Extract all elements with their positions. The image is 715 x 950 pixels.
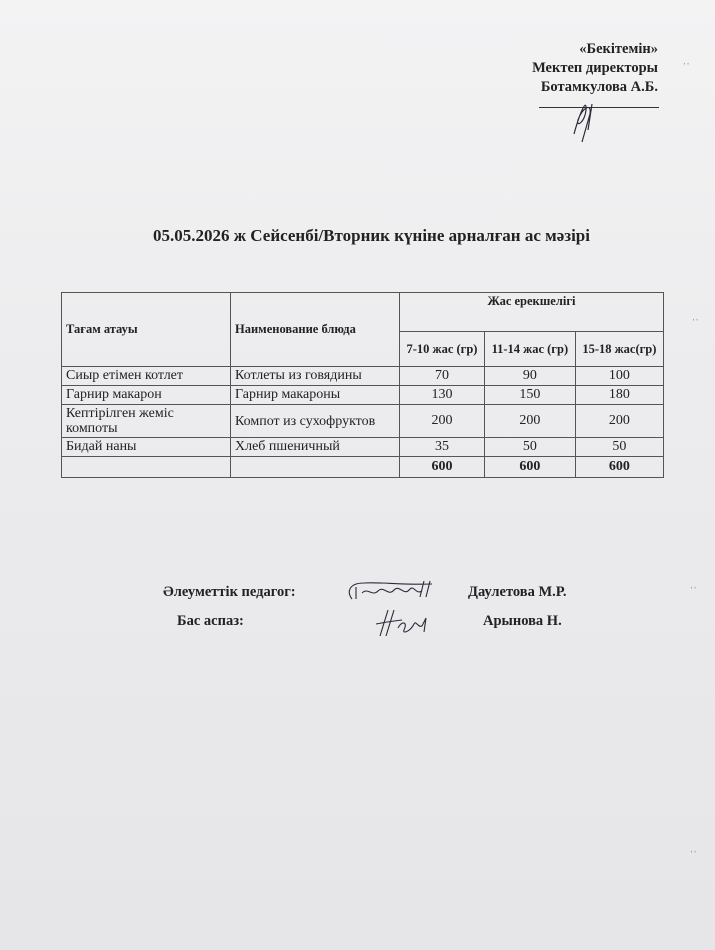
chef-name: Арынова Н.	[483, 613, 562, 629]
total-11-14: 600	[484, 457, 575, 478]
value-11-14: 90	[484, 367, 575, 386]
dish-kz: Кептірілген жеміс компоты	[62, 405, 231, 438]
dish-kz: Гарнир макарон	[62, 386, 231, 405]
header-dish-kz: Тағам атауы	[62, 293, 231, 367]
value-7-10: 35	[400, 438, 485, 457]
value-15-18: 180	[575, 386, 663, 405]
director-signature	[552, 92, 612, 147]
pedagog-signature	[342, 575, 438, 607]
table-total-row	[62, 457, 664, 478]
scan-speck: ˈˈ	[690, 850, 697, 861]
header-age-11-14: 11-14 жас (гр)	[484, 332, 575, 367]
total-empty-cell	[231, 457, 400, 478]
dish-ru: Гарнир макароны	[231, 386, 400, 405]
total-15-18: 600	[575, 457, 663, 478]
pedagog-role: Әлеуметтік педагог:	[163, 584, 296, 600]
table-header-row	[62, 293, 664, 332]
chef-role: Бас аспаз:	[177, 613, 244, 629]
header-dish-ru: Наименование блюда	[231, 293, 400, 367]
menu-table	[61, 292, 664, 478]
approval-name: Ботамкулова А.Б.	[540, 79, 658, 95]
pedagog-name: Даулетова М.Р.	[468, 584, 567, 600]
value-7-10: 70	[400, 367, 485, 386]
approval-position: Мектеп директоры	[532, 60, 658, 76]
value-15-18: 50	[575, 438, 663, 457]
value-7-10: 200	[400, 405, 485, 438]
value-11-14: 50	[484, 438, 575, 457]
header-age-group: Жас ерекшелігі	[400, 293, 664, 332]
header-age-7-10: 7-10 жас (гр)	[400, 332, 485, 367]
approval-heading: «Бекітемін»	[579, 41, 658, 57]
dish-kz: Бидай наны	[62, 438, 231, 457]
total-empty-cell	[62, 457, 231, 478]
approval-block	[532, 40, 658, 97]
value-15-18: 100	[575, 367, 663, 386]
total-7-10: 600	[400, 457, 485, 478]
chef-signature	[372, 606, 432, 640]
scan-speck: ˈˈ	[690, 586, 697, 597]
menu-title: 05.05.2026 ж Сейсенбі/Вторник күніне арналған ас мәзірі	[152, 226, 590, 245]
value-7-10: 130	[400, 386, 485, 405]
scan-speck: ˈˈ	[683, 62, 690, 73]
table-row	[62, 405, 664, 438]
scan-speck: ˈˈ	[692, 318, 699, 329]
table-row	[62, 438, 664, 457]
header-age-15-18: 15-18 жас(гр)	[575, 332, 663, 367]
dish-ru: Компот из сухофруктов	[231, 405, 400, 438]
table-row	[62, 386, 664, 405]
table-row	[62, 367, 664, 386]
value-11-14: 150	[484, 386, 575, 405]
value-11-14: 200	[484, 405, 575, 438]
value-15-18: 200	[575, 405, 663, 438]
dish-ru: Котлеты из говядины	[231, 367, 400, 386]
dish-ru: Хлеб пшеничный	[231, 438, 400, 457]
dish-kz: Сиыр етімен котлет	[62, 367, 231, 386]
